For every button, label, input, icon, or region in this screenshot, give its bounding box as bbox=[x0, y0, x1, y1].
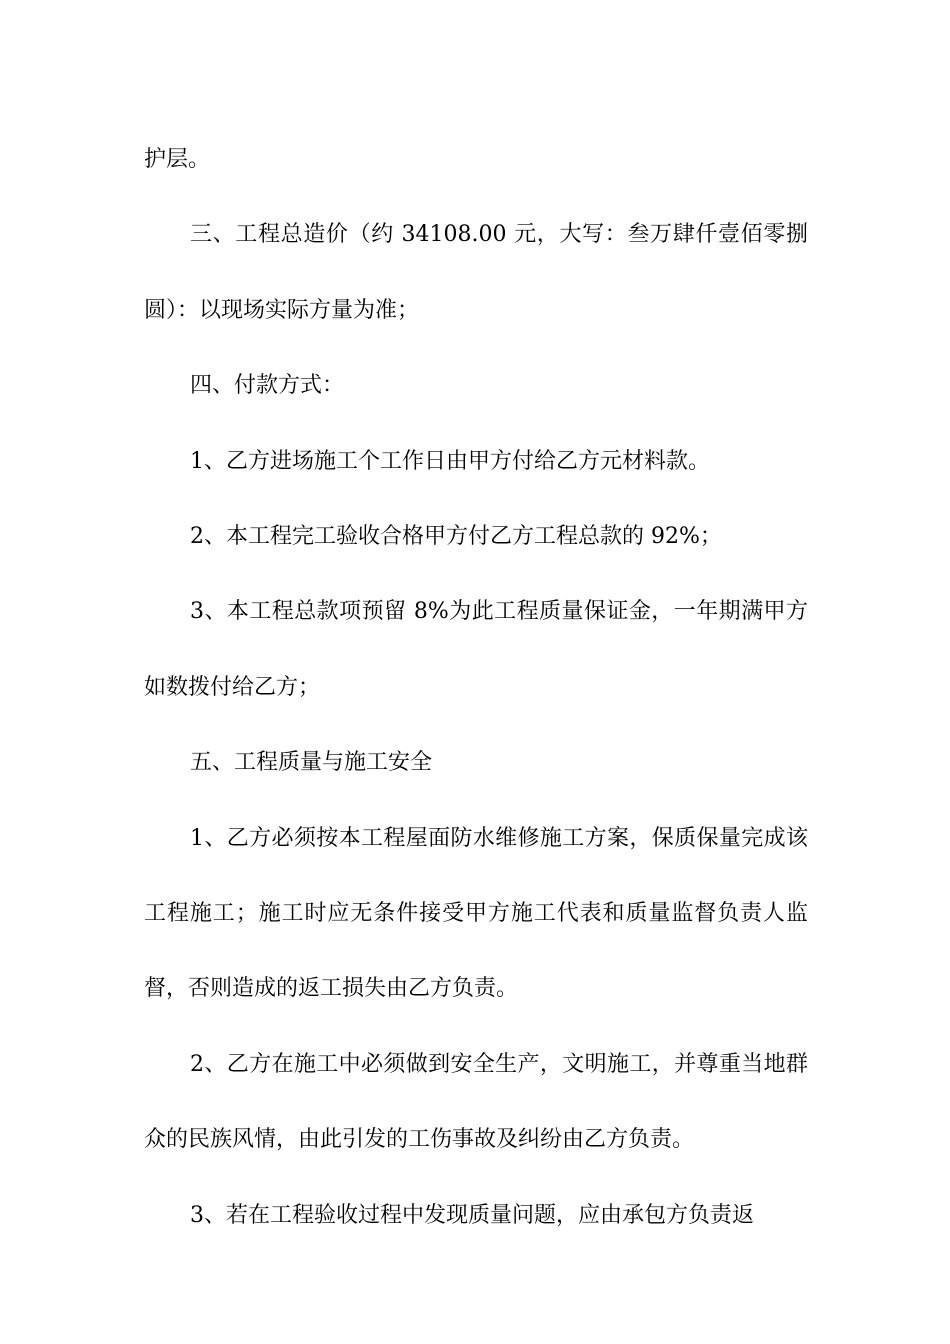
paragraph-6: 3、本工程总款项预留 8%为此工程质量保证金，一年期满甲方如数拨付给乙方； bbox=[144, 599, 808, 700]
paragraph-9: 2、乙方在施工中必须做到安全生产，文明施工，并尊重当地群众的民族风情，由此引发的工伤事故及纠纷由乙方负责。 bbox=[144, 1051, 808, 1153]
paragraph-5: 2、本工程完工验收合格甲方付乙方工程总款的 92%； bbox=[190, 524, 722, 550]
paragraph-3: 四、付款方式： bbox=[190, 373, 345, 399]
paragraph-8: 1、乙方必须按本工程屋面防水维修施工方案，保质保量完成该工程施工；施工时应无条件接受甲方施工代表和质量监督负责人监督，否则造成的返工损失由乙方负责。 bbox=[144, 825, 808, 1002]
paragraph-4: 1、乙方进场施工个工作日由甲方付给乙方元材料款。 bbox=[190, 448, 710, 474]
paragraph-7: 五、工程质量与施工安全 bbox=[190, 750, 433, 776]
paragraph-2: 三、工程总造价（约 34108.00 元，大写：叁万肆仟壹佰零捌圆）：以现场实际方量为准； bbox=[144, 222, 808, 323]
paragraph-10: 3、若在工程验收过程中发现质量问题，应由承包方负责返 bbox=[190, 1202, 754, 1228]
paragraph-1: 护层。 bbox=[144, 147, 211, 172]
document-body bbox=[144, 122, 808, 1253]
